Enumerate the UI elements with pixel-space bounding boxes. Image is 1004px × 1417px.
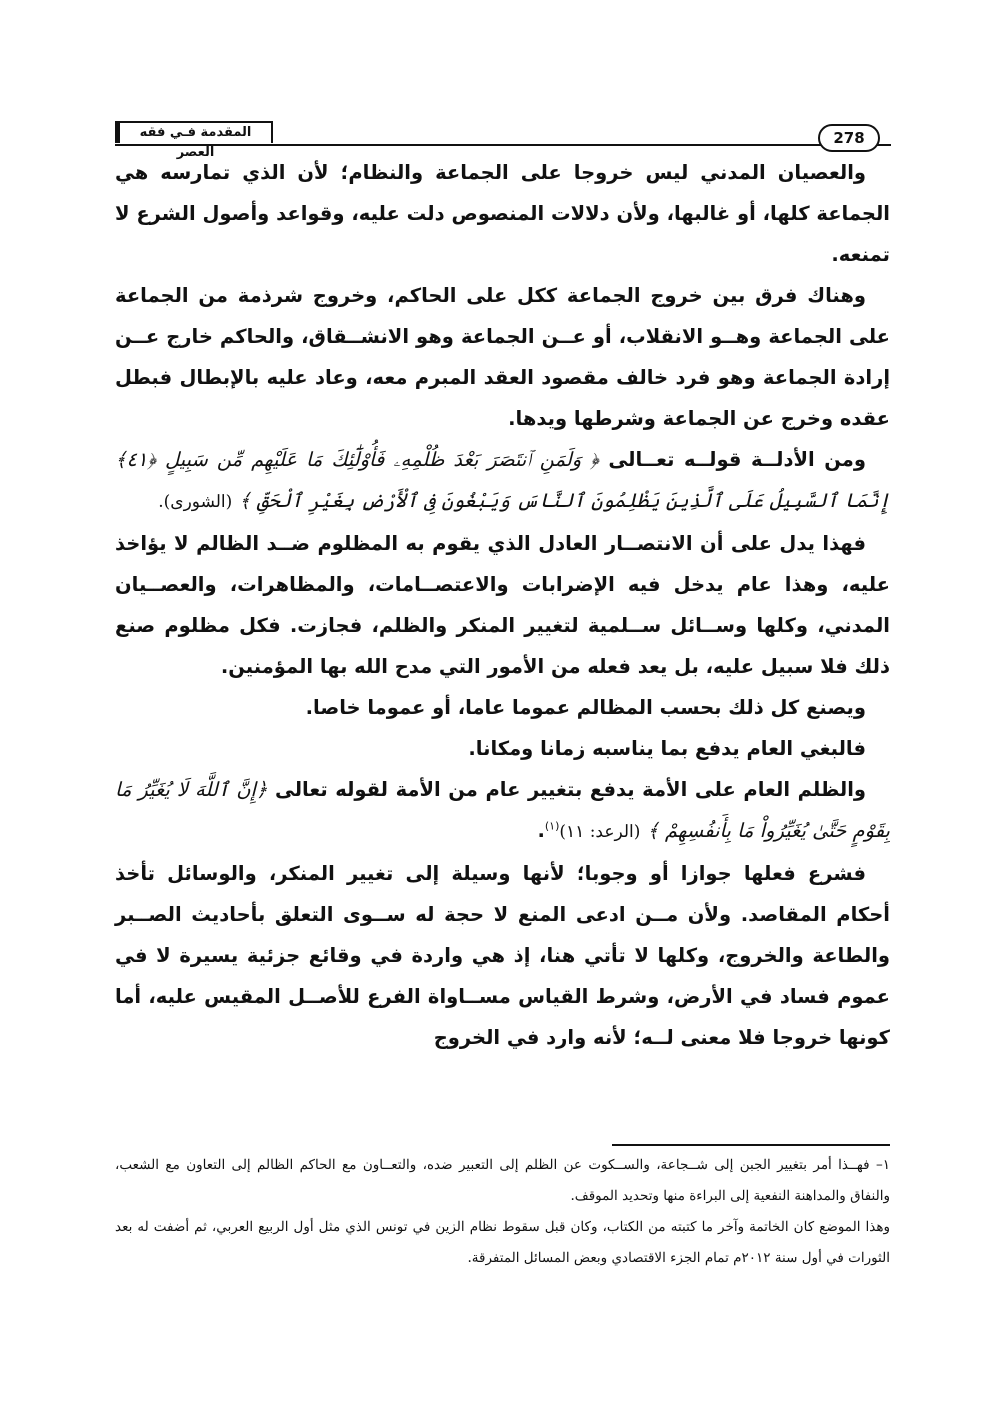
footnote-1: ١– فهــذا أمر بتغيير الجبن إلى شــجاعة، والســكوت عن الظلم إلى التعبير ضده، والتعــاون مع الحاكم الظالم إلى التعاون مع الشعب، والنفاق والمداهنة النفعية إلى البراءة منها وتحديد الموقف. xyxy=(115,1157,890,1204)
verse-reference-rad: (الرعد: ١١) xyxy=(559,822,641,842)
paragraph-3 xyxy=(115,439,890,523)
quran-verse-shura: ﴿ وَلَمَنِ ٱنتَصَرَ بَعْدَ ظُلْمِهِۦ فَأُوْلَٰٓئِكَ مَا عَلَيْهِم مِّن سَبِيلٍ ﴿٤١﴾ إِنَّمَا ٱلسَّبِيلُ عَلَى ٱلَّذِينَ يَظْلِمُونَ ٱلنَّاسَ وَيَبْغُونَ فِى ٱلْأَرْضِ بِغَيْرِ ٱلْحَقِّ ﴾ xyxy=(115,448,890,512)
footnote-marker[interactable]: (١) xyxy=(544,819,560,833)
header-rule xyxy=(115,144,891,146)
paragraph-2: وهناك فرق بين خروج الجماعة ككل على الحاكم، وخروج شرذمة من الجماعة على الجماعة وهــو الانقلاب، أو عــن الجماعة وهو الانشــقاق، والحاكم خارج عــن إرادة الجماعة وهو فرد خالف مقصود العقد المبرم معه، وعاد عليه بالإبطال فبطل عقده وخرج عن الجماعة وشرطها ويدها. xyxy=(115,284,890,430)
running-header-title: المقدمة فـي فقه العصر xyxy=(115,121,273,143)
paragraph-7-end: . xyxy=(537,819,545,842)
paragraph-6: فالبغي العام يدفع بما يناسبه زمانا ومكانا. xyxy=(468,737,866,760)
paragraph-7 xyxy=(115,769,890,853)
footnotes xyxy=(115,1150,890,1274)
paragraph-7-intro: والظلم العام على الأمة يدفع بتغيير عام من الأمة لقوله تعالى xyxy=(274,778,866,801)
paragraph-4: فهذا يدل على أن الانتصــار العادل الذي يقوم به المظلوم ضــد الظالم لا يؤاخذ عليه، وهذا عام يدخل فيه الإضرابات والاعتصــامات، والمظاهرات، والعصــيان المدني، وكلها وســائل ســلمية لتغيير المنكر والظلم، فجازت. فكل مظلوم صنع ذلك فلا سبيل عليه، بل يعد فعله من الأمور التي مدح الله بها المؤمنين. xyxy=(115,532,890,678)
footnote-separator xyxy=(612,1144,890,1146)
paragraph-3-intro: ومن الأدلــة قولــه تعــالى xyxy=(608,448,866,471)
verse-reference-shura: (الشورى). xyxy=(158,492,233,512)
footnote-1-continued: وهذا الموضع كان الخاتمة وآخر ما كتبته من الكتاب، وكان قبل سقوط نظام الزين في تونس الذي مثل أول الربيع العربي، ثم أضفت له بعد الثورات في أول سنة ٢٠١٢م تمام الجزء الاقتصادي وبعض المسائل المتفرقة. xyxy=(115,1219,890,1266)
quran-verse-rad: ﴿إِنَّ ٱللَّهَ لَا يُغَيِّرُ مَا بِقَوْمٍ حَتَّىٰ يُغَيِّرُواْ مَا بِأَنفُسِهِمْ ﴾ xyxy=(115,778,890,842)
page-number: 278 xyxy=(818,124,880,152)
paragraph-1: والعصيان المدني ليس خروجا على الجماعة والنظام؛ لأن الذي تمارسه هي الجماعة كلها، أو غالبها، ولأن دلالات المنصوص دلت عليه، وقواعد وأصول الشرع لا تمنعه. xyxy=(115,161,890,266)
paragraph-5: ويصنع كل ذلك بحسب المظالم عموما عاما، أو عموما خاصا. xyxy=(305,696,866,719)
main-text xyxy=(115,152,890,1058)
paragraph-8: فشرع فعلها جوازا أو وجوبا؛ لأنها وسيلة إلى تغيير المنكر، والوسائل تأخذ أحكام المقاصد. ولأن مــن ادعى المنع لا حجة له ســوى التعلق بأحاديث الصــبر والطاعة والخروج، وكلها لا تأتي هنا، إذ هي واردة في وقائع جزئية يسيرة لا في عموم فساد في الأرض، وشرط القياس مســاواة الفرع للأصــل المقيس عليه، أما كونها خروجا فلا معنى لــه؛ لأنه وارد في الخروج xyxy=(115,862,890,1049)
